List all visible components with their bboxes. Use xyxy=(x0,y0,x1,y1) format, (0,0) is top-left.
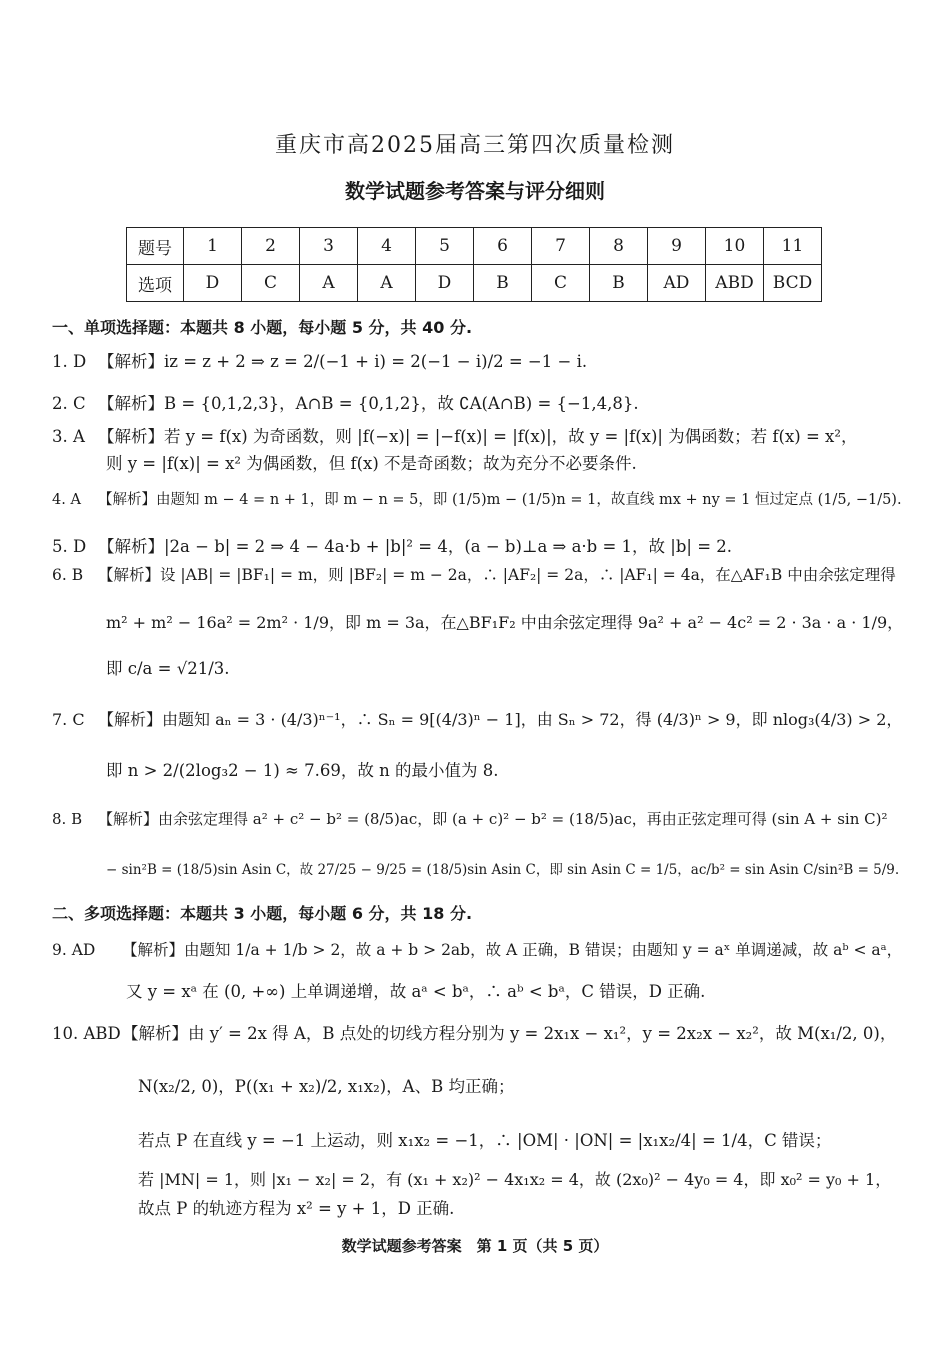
solution-number: 8. B xyxy=(52,810,83,828)
solution-text: 【解析】|2a − b| = 2 ⇒ 4 − 4a·b + |b|² = 4，(a − b)⊥a ⇒ a·b = 1，故 |b| = 2. xyxy=(98,537,733,556)
page-footer: 数学试题参考答案 第 1 页（共 5 页） xyxy=(341,1237,609,1255)
table-cell: C xyxy=(532,265,590,302)
table-cell: A xyxy=(300,265,358,302)
solution-9 xyxy=(52,938,902,960)
solution-7-cont: 即 n > 2/(2log₃2 − 1) ≈ 7.69，故 n 的最小值为 8. xyxy=(106,761,499,780)
solution-10-cont-2: 若点 P 在直线 y = −1 上运动，则 x₁x₂ = −1，∴ |OM| · |ON| = |x₁x₂/4| = 1/4，C 错误； xyxy=(138,1131,832,1150)
solution-number: 3. A xyxy=(52,427,85,446)
solution-text: 【解析】设 |AB| = |BF₁| = m，则 |BF₂| = m − 2a，∴ |AF₂| = 2a，∴ |AF₁| = 4a，在△AF₁B 中由余弦定理得 xyxy=(98,566,896,584)
solution-text: 【解析】iz = z + 2 ⇒ z = 2/(−1 + i) = 2(−1 − i)/2 = −1 − i. xyxy=(98,352,588,371)
solution-number: 6. B xyxy=(52,566,84,584)
solution-4 xyxy=(52,488,902,509)
solution-6-cont-2: 即 c/a = √21/3. xyxy=(106,659,230,678)
solution-text: 【解析】由题知 aₙ = 3 · (4/3)ⁿ⁻¹，∴ Sₙ = 9[(4/3)ⁿ − 1]，由 Sₙ > 72，得 (4/3)ⁿ > 9，即 nlog₃(4/3) > 2， xyxy=(98,710,903,729)
table-cell: A xyxy=(358,265,416,302)
solution-number: 10. ABD xyxy=(52,1024,121,1043)
solution-number: 4. A xyxy=(52,492,81,508)
question-number-row xyxy=(127,228,822,265)
solution-6 xyxy=(52,563,896,585)
table-cell: 10 xyxy=(706,228,764,265)
solution-10 xyxy=(52,1020,896,1044)
solution-text: 【解析】B = {0,1,2,3}，A∩B = {0,1,2}，故 ∁A(A∩B) = {−1,4,8}. xyxy=(98,394,639,413)
table-cell: BCD xyxy=(764,265,822,302)
section-heading-multi: 二、多项选择题：本题共 3 小题，每小题 6 分，共 18 分. xyxy=(52,904,473,923)
solution-number: 5. D xyxy=(52,537,87,556)
solution-5 xyxy=(52,533,732,557)
table-cell: D xyxy=(416,265,474,302)
table-cell: ABD xyxy=(706,265,764,302)
solution-9-cont: 又 y = xᵃ 在 (0, +∞) 上单调递增，故 aᵃ < bᵃ，∴ aᵇ < bᵃ，C 错误，D 正确. xyxy=(126,982,706,1001)
table-cell: 3 xyxy=(300,228,358,265)
solution-text: 【解析】由余弦定理得 a² + c² − b² = (8/5)ac，即 (a + c)² − b² = (18/5)ac，再由正弦定理可得 (sin A + sin C)² xyxy=(98,810,888,828)
answer-row xyxy=(127,265,822,302)
solution-10-cont: N(x₂/2, 0)，P((x₁ + x₂)/2, x₁x₂)，A、B 均正确； xyxy=(138,1077,515,1096)
solution-text: 【解析】由 y′ = 2x 得 A，B 点处的切线方程分别为 y = 2x₁x − x₁²，y = 2x₂x − x₂²，故 M(x₁/2, 0)， xyxy=(122,1024,897,1043)
solution-8-cont: − sin²B = (18/5)sin Asin C，故 27/25 − 9/25 = (18/5)sin Asin C，即 sin Asin C = 1/5，ac/b² = sin Asin C/sin²B = 5/9. xyxy=(106,862,900,878)
solution-10-cont-3: 若 |MN| = 1，则 |x₁ − x₂| = 2，有 (x₁ + x₂)² − 4x₁x₂ = 4，故 (2x₀)² − 4y₀ = 4，即 x₀² = y₀ + 1， xyxy=(138,1170,892,1189)
table-cell: 2 xyxy=(242,228,300,265)
solution-8 xyxy=(52,808,888,829)
solution-number: 9. AD xyxy=(52,941,96,959)
solution-number: 1. D xyxy=(52,352,87,371)
table-cell: 9 xyxy=(648,228,706,265)
solution-3 xyxy=(52,423,857,447)
section-heading-single: 一、单项选择题：本题共 8 小题，每小题 5 分，共 40 分. xyxy=(52,318,473,337)
table-cell: 1 xyxy=(184,228,242,265)
table-cell: 4 xyxy=(358,228,416,265)
solution-text: 【解析】由题知 m − 4 = n + 1，即 m − n = 5，即 (1/5)m − (1/5)n = 1，故直线 mx + ny = 1 恒过定点 (1/5, −1/5). xyxy=(98,492,902,508)
table-cell: 6 xyxy=(474,228,532,265)
row-label-answer: 选项 xyxy=(127,265,184,302)
solution-number: 2. C xyxy=(52,394,86,413)
table-cell: C xyxy=(242,265,300,302)
page-title: 重庆市高2025届高三第四次质量检测 xyxy=(275,133,675,158)
table-cell: 11 xyxy=(764,228,822,265)
page-subtitle: 数学试题参考答案与评分细则 xyxy=(345,179,605,203)
solution-text: 【解析】若 y = f(x) 为奇函数，则 |f(−x)| = |−f(x)| = |f(x)|，故 y = |f(x)| 为偶函数；若 f(x) = x²， xyxy=(98,427,858,446)
row-label-number: 题号 xyxy=(127,228,184,265)
solution-number: 7. C xyxy=(52,710,85,729)
table-cell: 8 xyxy=(590,228,648,265)
solution-10-cont-4: 故点 P 的轨迹方程为 x² = y + 1，D 正确. xyxy=(138,1199,455,1218)
solution-text: 【解析】由题知 1/a + 1/b > 2，故 a + b > 2ab，故 A 正确，B 错误；由题知 y = aˣ 单调递减，故 aᵇ < aᵃ， xyxy=(122,941,903,959)
table-cell: 7 xyxy=(532,228,590,265)
table-cell: D xyxy=(184,265,242,302)
solution-3-cont: 则 y = |f(x)| = x² 为偶函数，但 f(x) 不是奇函数；故为充分不必要条件. xyxy=(106,454,637,473)
solution-7 xyxy=(52,707,902,730)
solution-6-cont: m² + m² − 16a² = 2m² · 1/9，即 m = 3a，在△BF₁F₂ 中由余弦定理得 9a² + a² − 4c² = 2 · 3a · a · 1/9， xyxy=(106,613,904,632)
table-cell: 5 xyxy=(416,228,474,265)
table-cell: AD xyxy=(648,265,706,302)
solution-2 xyxy=(52,390,639,414)
table-cell: B xyxy=(590,265,648,302)
answer-table xyxy=(126,227,822,302)
table-cell: B xyxy=(474,265,532,302)
solution-1 xyxy=(52,348,587,372)
